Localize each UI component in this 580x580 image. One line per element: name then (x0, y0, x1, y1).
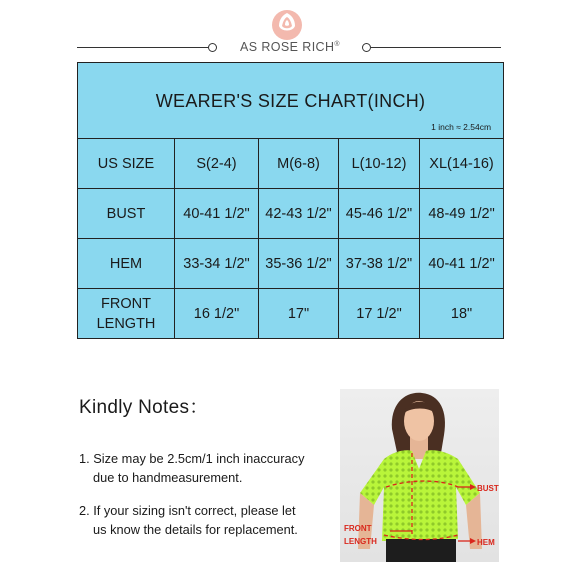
table-row-hem (78, 239, 504, 289)
brand-name: AS ROSE RICH® (240, 40, 340, 54)
row-label-hem: HEM (78, 239, 175, 289)
size-chart-table (77, 62, 504, 339)
table-cell: 35-36 1/2" (259, 239, 339, 289)
row-label-line: FRONT (101, 295, 151, 312)
column-header-xl: XL(14-16) (420, 139, 504, 189)
table-cell: 18" (420, 289, 504, 339)
note-item (79, 449, 329, 487)
conversion-note: 1 inch ≈ 2.54cm (431, 122, 492, 132)
chart-title: WEARER'S SIZE CHART(INCH) (155, 91, 426, 111)
header-divider-right (371, 47, 501, 48)
model-photo (340, 389, 499, 562)
hem-label: HEM (477, 538, 495, 547)
table-row-front-length (78, 289, 504, 339)
column-header-us-size: US SIZE (78, 139, 175, 189)
note-line: 2. If your sizing isn't correct, please let (79, 503, 296, 518)
header-dot-right (362, 43, 371, 52)
notes-title: Kindly Notes： (79, 397, 209, 418)
table-row-bust (78, 189, 504, 239)
column-header-l: L(10-12) (339, 139, 420, 189)
table-cell: 33-34 1/2" (175, 239, 259, 289)
front-length-label: LENGTH (344, 537, 377, 546)
table-cell: 42-43 1/2" (259, 189, 339, 239)
table-cell: 37-38 1/2" (339, 239, 420, 289)
header-dot-left (208, 43, 217, 52)
front-length-label: FRONT (344, 524, 372, 533)
note-item (79, 501, 329, 539)
row-label-front-length (78, 289, 175, 339)
table-cell: 48-49 1/2" (420, 189, 504, 239)
note-line: 1. Size may be 2.5cm/1 inch inaccuracy (79, 451, 305, 466)
table-cell: 45-46 1/2" (339, 189, 420, 239)
table-cell: 17" (259, 289, 339, 339)
bust-label: BUST (477, 484, 499, 493)
column-header-s: S(2-4) (175, 139, 259, 189)
chart-title-cell (78, 63, 504, 139)
table-cell: 40-41 1/2" (420, 239, 504, 289)
note-line: us know the details for replacement. (93, 522, 298, 537)
brand-logo (263, 5, 311, 45)
table-cell: 17 1/2" (339, 289, 420, 339)
header-divider-left (77, 47, 208, 48)
table-cell: 16 1/2" (175, 289, 259, 339)
note-line: due to handmeasurement. (93, 470, 243, 485)
header-row (78, 139, 504, 189)
row-label-bust: BUST (78, 189, 175, 239)
row-label-line: LENGTH (96, 315, 156, 332)
table-cell: 40-41 1/2" (175, 189, 259, 239)
column-header-m: M(6-8) (259, 139, 339, 189)
